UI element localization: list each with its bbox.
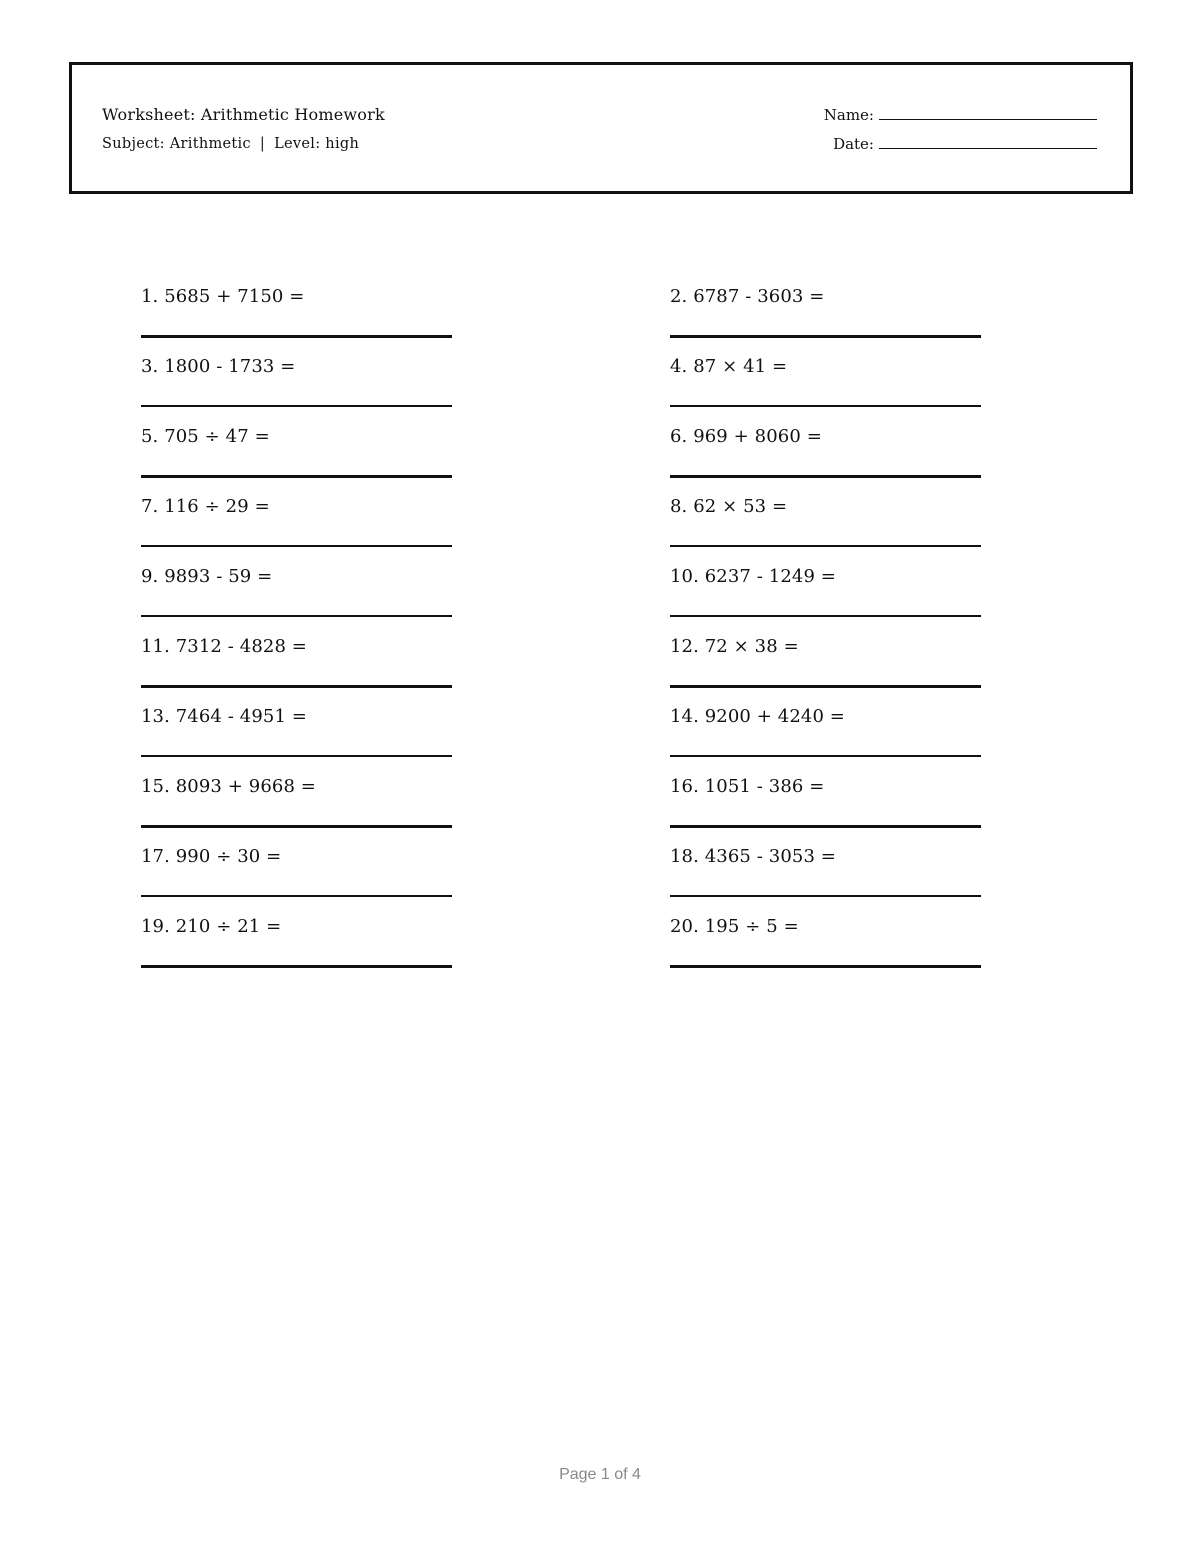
level-label: Level: high	[274, 136, 360, 152]
problem-item	[670, 758, 981, 828]
date-label: Date:	[833, 135, 874, 153]
problem-text: 3. 1800 - 1733 =	[141, 356, 296, 377]
problem-text: 4. 87 × 41 =	[670, 356, 788, 377]
answer-line[interactable]	[141, 755, 452, 757]
problem-text: 20. 195 ÷ 5 =	[670, 916, 799, 937]
answer-line[interactable]	[670, 405, 981, 407]
problem-text: 7. 116 ÷ 29 =	[141, 496, 270, 517]
worksheet-header	[69, 62, 1133, 194]
problem-item	[141, 898, 452, 968]
worksheet-meta	[102, 132, 385, 156]
problem-item	[141, 758, 452, 828]
problem-text: 15. 8093 + 9668 =	[141, 776, 316, 797]
answer-line[interactable]	[670, 965, 981, 968]
problem-item	[141, 268, 452, 338]
problem-item	[670, 478, 981, 548]
date-field-row	[824, 132, 1097, 156]
answer-line[interactable]	[670, 545, 981, 547]
answer-line[interactable]	[670, 615, 981, 617]
name-blank[interactable]	[879, 104, 1097, 120]
problem-grid	[141, 268, 981, 968]
problem-text: 9. 9893 - 59 =	[141, 566, 273, 587]
answer-line[interactable]	[141, 615, 452, 617]
date-blank[interactable]	[879, 133, 1097, 149]
problem-item	[670, 268, 981, 338]
problem-text: 1. 5685 + 7150 =	[141, 286, 305, 307]
problem-text: 16. 1051 - 386 =	[670, 776, 825, 797]
header-info	[102, 103, 385, 156]
problem-text: 11. 7312 - 4828 =	[141, 636, 307, 657]
problem-item	[141, 478, 452, 548]
problem-text: 19. 210 ÷ 21 =	[141, 916, 282, 937]
answer-line[interactable]	[141, 545, 452, 547]
problem-item	[670, 688, 981, 758]
problem-item	[670, 408, 981, 478]
meta-separator: |	[259, 136, 266, 152]
answer-line[interactable]	[670, 895, 981, 897]
problem-item	[141, 688, 452, 758]
problem-text: 18. 4365 - 3053 =	[670, 846, 836, 867]
page-number: Page 1 of 4	[559, 1466, 641, 1483]
problem-item	[670, 898, 981, 968]
worksheet-title: Worksheet: Arithmetic Homework	[102, 105, 385, 124]
student-fields	[824, 103, 1097, 161]
problem-item	[141, 408, 452, 478]
subject-label: Subject: Arithmetic	[102, 136, 251, 152]
problem-item	[670, 548, 981, 618]
problem-text: 12. 72 × 38 =	[670, 636, 799, 657]
problem-item	[670, 338, 981, 408]
problem-text: 6. 969 + 8060 =	[670, 426, 822, 447]
problem-text: 17. 990 ÷ 30 =	[141, 846, 282, 867]
problem-item	[141, 618, 452, 688]
problem-text: 14. 9200 + 4240 =	[670, 706, 845, 727]
problem-item	[670, 828, 981, 898]
problem-item	[141, 548, 452, 618]
problem-text: 2. 6787 - 3603 =	[670, 286, 825, 307]
answer-line[interactable]	[141, 405, 452, 407]
answer-line[interactable]	[141, 965, 452, 968]
problem-item	[141, 828, 452, 898]
name-field-row	[824, 103, 1097, 127]
problem-text: 10. 6237 - 1249 =	[670, 566, 836, 587]
problem-item	[141, 338, 452, 408]
answer-line[interactable]	[141, 895, 452, 897]
problem-item	[670, 618, 981, 688]
name-label: Name:	[823, 106, 874, 124]
problem-text: 8. 62 × 53 =	[670, 496, 788, 517]
problem-text: 5. 705 ÷ 47 =	[141, 426, 270, 447]
answer-line[interactable]	[670, 755, 981, 757]
problem-text: 13. 7464 - 4951 =	[141, 706, 307, 727]
